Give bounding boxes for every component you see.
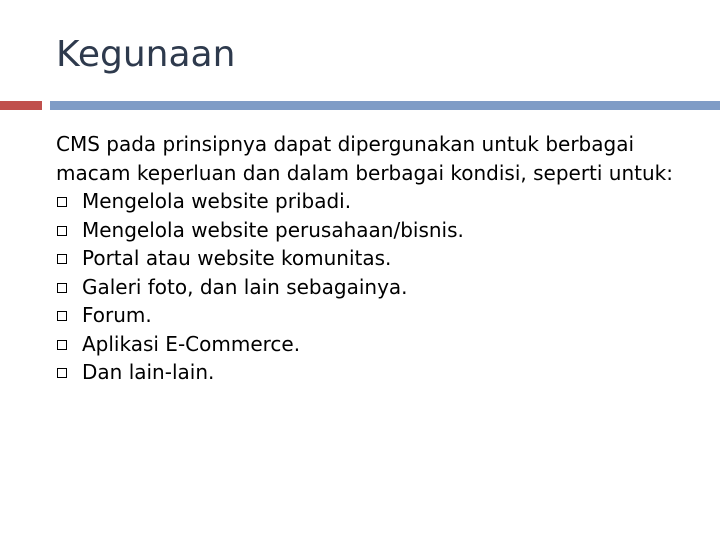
bullet-text: Mengelola website pribadi.	[82, 189, 352, 213]
bullet-text: Forum.	[82, 303, 152, 327]
bullet-text: Dan lain-lain.	[82, 360, 215, 384]
bullet-text: Mengelola website perusahaan/bisnis.	[82, 217, 464, 242]
bullet-item	[56, 187, 696, 216]
bullet-item	[56, 330, 696, 359]
bullet-list	[56, 187, 696, 387]
bullet-text: Portal atau website komunitas.	[82, 246, 392, 270]
square-bullet-icon	[57, 311, 67, 321]
bullet-text: Galeri foto, dan lain sebagainya.	[82, 274, 408, 299]
bullet-text: Aplikasi E-Commerce.	[82, 331, 301, 356]
bullet-item	[56, 244, 696, 273]
bullet-item	[56, 358, 696, 387]
square-bullet-icon	[57, 226, 67, 236]
slide-title: Kegunaan	[56, 34, 236, 75]
bullet-item	[56, 301, 696, 330]
intro-paragraph: CMS pada prinsipnya dapat dipergunakan untuk berbagai macam keperluan dan dalam berbagai kondisi, seperti untuk:	[56, 132, 673, 185]
slide-body	[56, 130, 696, 387]
title-rule	[50, 101, 720, 110]
bullet-item	[56, 273, 696, 302]
square-bullet-icon	[57, 254, 67, 264]
square-bullet-icon	[57, 197, 67, 207]
square-bullet-icon	[57, 283, 67, 293]
square-bullet-icon	[57, 368, 67, 378]
square-bullet-icon	[57, 340, 67, 350]
bullet-item	[56, 216, 696, 245]
title-rule-accent	[0, 101, 42, 110]
